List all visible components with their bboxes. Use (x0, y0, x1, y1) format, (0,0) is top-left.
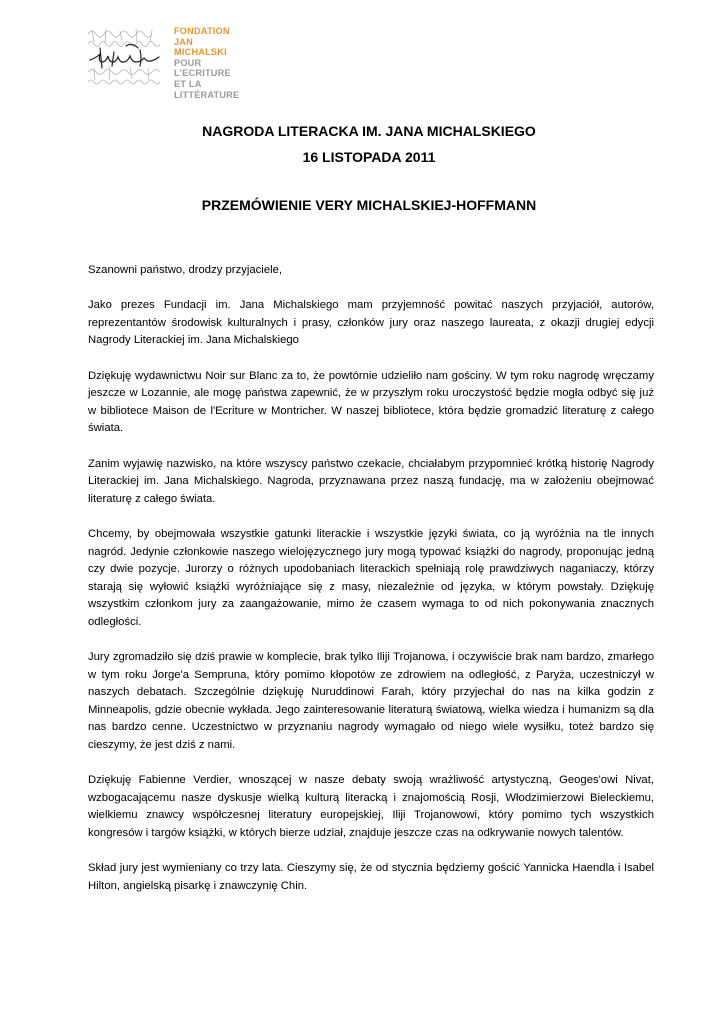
paragraph: Jury zgromadziło się dziś prawie w komplecie, brak tylko Iliji Trojanowa, i oczywiście brak nam bardzo, zmarłego w tym roku Jorge'a Sempruna, który pomimo kłopotów ze zdrowiem na odległość, z Paryża, uczestniczył w naszych debatach. Szczególnie dziękuję Nuruddinowi Farah, który przyjechał do nas na kilka godzin z Minneapolis, gdzie obecnie wykłada. Jego zainteresowanie literaturą światową, wielka wiedza i humanizm są dla nas bardzo cenne. Uczestnictwo w przyznaniu nagrody wymagało od niego wiele wysiłku, toteż bardzo się cieszymy, że jest dziś z nami. (88, 651, 654, 752)
paragraph: Skład jury jest wymieniany co trzy lata. Cieszymy się, że od stycznia będziemy gościć Yannicka Haendla i Isabel Hilton, angielską pisarkę i znawczynię Chin. (88, 862, 654, 892)
document-body (88, 262, 654, 913)
title-award-name: NAGRODA LITERACKA IM. JANA MICHALSKIEGO (202, 123, 536, 139)
logo-line-pour: POUR (174, 57, 202, 68)
logo-line-lecriture: L'ECRITURE (174, 68, 231, 79)
paragraph: Dziękuję wydawnictwu Noir sur Blanc za to, że powtórnie udzieliło nam gościny. W tym roku nagrodę wręczamy jeszcze w Lozannie, ale mogę państwa zapewnić, że w przyszłym roku uroczystość będzie mogła odbyć się już w bibliotece Maison de l'Ecriture w Montricher. W naszej bibliotece, która będzie gromadzić literaturę z całego świata. (88, 369, 654, 435)
paragraph-greeting: Szanowni państwo, drodzy przyjaciele, (88, 264, 283, 276)
logo-wordmark (174, 26, 239, 100)
logo-line-et-la: ET LA (174, 78, 202, 89)
signature-logo-icon (86, 26, 168, 90)
paragraph: Jako prezes Fundacji im. Jana Michalskiego mam przyjemność powitać naszych przyjaciół, autorów, reprezentantów środowisk kulturalnych i prasy, członków jury oraz naszego laureata, z okazji drugiej edycji Nagrody Literackiej im. Jana Michalskiego (88, 299, 654, 347)
logo-line-jan-michalski: JAN MICHALSKI (174, 36, 227, 58)
paragraph: Dziękuję Fabienne Verdier, wnoszącej w nasze debaty swoją wrażliwość artystyczną, Geoges'owi Nivat, wzbogacającemu nasze dyskusje wielką kulturą literacką i znajomością Rosji, Włodzimierzowi Bieleckiemu, wielkiemu znawcy współczesnej literatury europejskiej, Iliji Trojanowowi, który pomimo tych wszystkich kongresów i targów książki, w których bierze udział, znajduje jeszcze czas na odkrywanie nowych talentów. (88, 774, 654, 839)
document-titles (86, 118, 652, 218)
paragraph: Chcemy, by obejmowała wszystkie gatunki literackie i wszystkie języki świata, co ją wyróżnia na tle innych nagród. Jedynie członkowie naszego wielojęzycznego jury mogą typować książki do nagrody, proponując jedną czy dwie pozycje. Jurorzy o różnych upodobaniach literackich spełniają rolę prawdziwych naganiaczy, którzy starają się wyłowić książki wyróżniające się z masy, niezależnie od języka, w którym powstały. Dziękuję wszystkim członkom jury za zaangażowanie, mimo że czasem wymaga to od nich pokonywania znacznych odległości. (88, 527, 654, 628)
paragraph: Zanim wyjawię nazwisko, na które wszyscy państwo czekacie, chciałabym przypomnieć krótką historię Nagrody Literackiej im. Jana Michalskiego. Nagroda, przyznawana przez naszą fundację, ma w założeniu obejmować literaturę z całego świata. (88, 457, 654, 505)
title-date: 16 LISTOPADA 2011 (302, 149, 436, 165)
logo-line-fondation: FONDATION (174, 26, 230, 36)
logo-line-litterature: LITTÉRATURE (174, 89, 240, 100)
title-speech: PRZEMÓWIENIE VERY MICHALSKIEJ-HOFFMANN (201, 197, 537, 213)
